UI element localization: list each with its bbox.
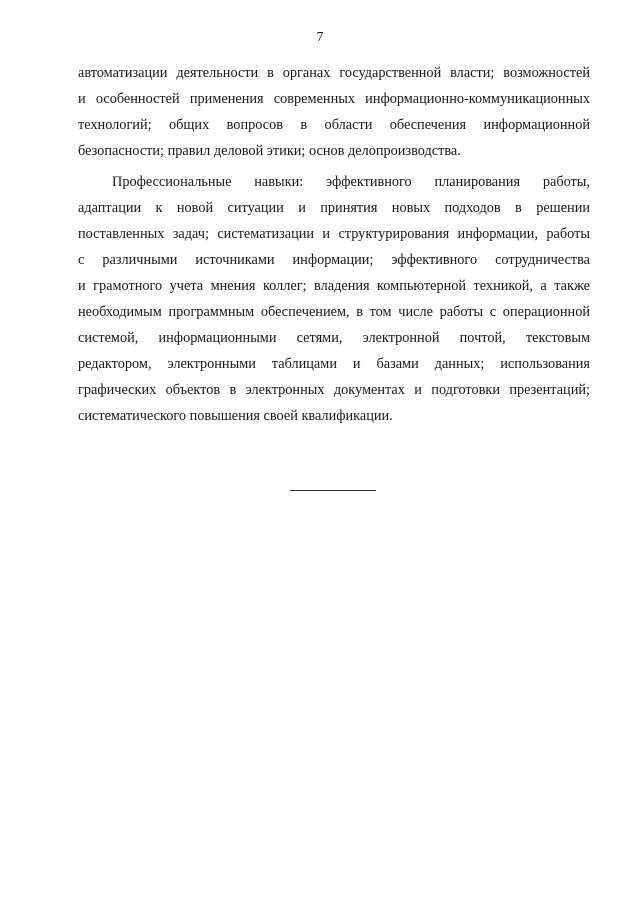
text-line: автоматизации деятельности в органах государственной власти; возможностей bbox=[78, 65, 590, 81]
text-line: необходимым программным обеспечением, в том числе работы с операционной bbox=[78, 304, 590, 320]
paragraph-knowledge bbox=[78, 60, 590, 164]
text-line: графических объектов в электронных документах и подготовки презентаций; bbox=[78, 382, 590, 398]
text-line: безопасности; правил деловой этики; основ делопроизводства. bbox=[78, 143, 461, 159]
text-line: технологий; общих вопросов в области обеспечения информационной bbox=[78, 117, 590, 133]
end-of-document-rule bbox=[290, 490, 376, 491]
text-line: поставленных задач; систематизации и структурирования информации, работы bbox=[78, 226, 590, 242]
text-line: и особенностей применения современных информационно-коммуникационных bbox=[78, 91, 590, 107]
text-line: и грамотного учета мнения коллег; владения компьютерной техникой, а также bbox=[78, 278, 590, 294]
text-line: редактором, электронными таблицами и базами данных; использования bbox=[78, 356, 590, 372]
text-line: Профессиональные навыки: эффективного планирования работы, bbox=[112, 174, 590, 190]
text-line: систематического повышения своей квалификации. bbox=[78, 408, 393, 424]
document-body bbox=[78, 60, 590, 429]
page-number: 7 bbox=[316, 30, 324, 45]
paragraph-professional-skills bbox=[78, 169, 590, 429]
text-line: адаптации к новой ситуации и принятия новых подходов в решении bbox=[78, 200, 590, 216]
text-line: с различными источниками информации; эффективного сотрудничества bbox=[78, 252, 590, 268]
text-line: системой, информационными сетями, электронной почтой, текстовым bbox=[78, 330, 590, 346]
